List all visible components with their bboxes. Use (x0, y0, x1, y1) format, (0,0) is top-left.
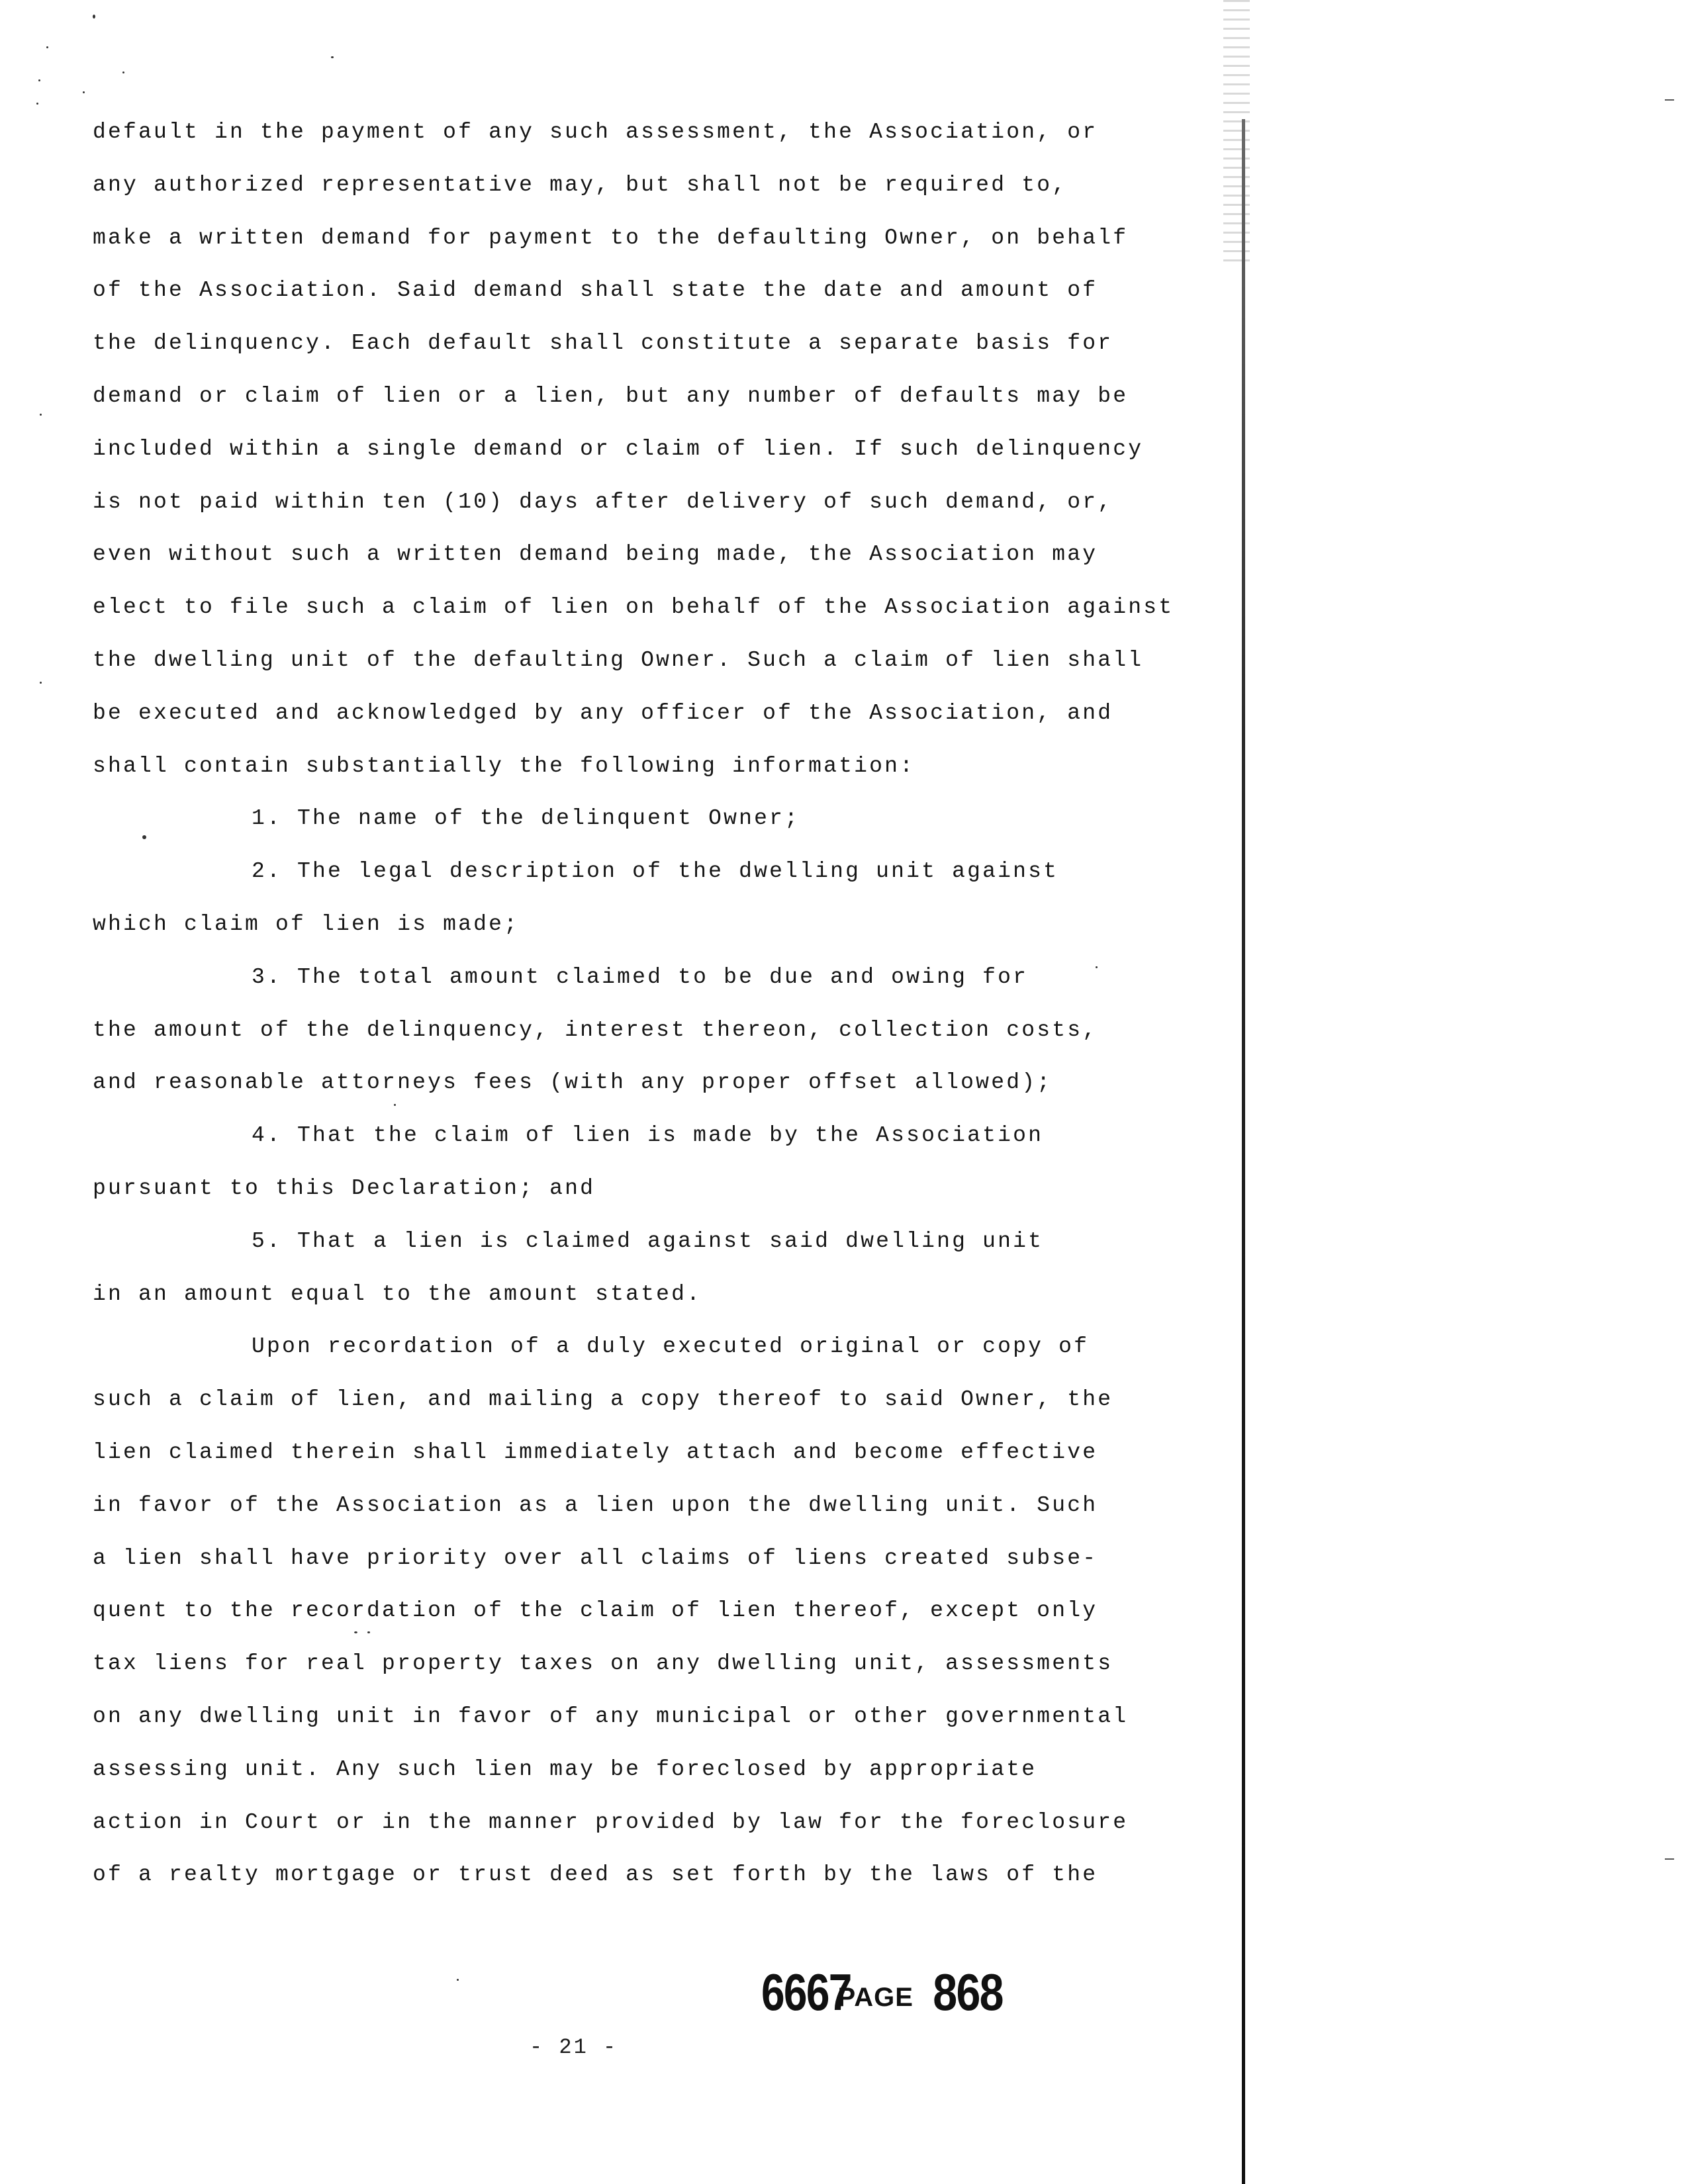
scan-speck (83, 91, 85, 93)
text-line: even without such a written demand being made, the Association may (93, 542, 1098, 567)
text-line: which claim of lien is made; (93, 911, 520, 936)
text-line: included within a single demand or claim of lien. If such delinquency (93, 436, 1144, 461)
book-number: 6667 (761, 1963, 851, 2021)
scan-speck (457, 1979, 459, 1981)
text-line: 5. That a lien is claimed against said dwelling unit (252, 1228, 1044, 1253)
scan-speck (46, 46, 48, 48)
scan-speck (36, 103, 38, 105)
text-line: 4. That the claim of lien is made by the Association (252, 1123, 1044, 1148)
text-line: demand or claim of lien or a lien, but any number of defaults may be (93, 383, 1129, 408)
text-line: elect to file such a claim of lien on behalf of the Association against (93, 595, 1174, 620)
book-page-number: 868 (933, 1963, 1003, 2021)
text-line: make a written demand for payment to the defaulting Owner, on behalf (93, 225, 1129, 250)
document-body (93, 106, 1205, 1901)
scan-binding-noise (1223, 0, 1250, 265)
scan-speck (122, 71, 124, 73)
text-line: the amount of the delinquency, interest thereon, collection costs, (93, 1017, 1098, 1042)
scan-speck (40, 414, 42, 416)
text-line: Upon recordation of a duly executed original or copy of (252, 1334, 1090, 1359)
text-line: the delinquency. Each default shall constitute a separate basis for (93, 331, 1113, 356)
text-line: action in Court or in the manner provided by law for the foreclosure (93, 1809, 1129, 1835)
page-number: - 21 - (530, 2035, 618, 2060)
text-line: of a realty mortgage or trust deed as set forth by the laws of the (93, 1862, 1098, 1888)
text-line: pursuant to this Declaration; and (93, 1175, 596, 1201)
text-line: and reasonable attorneys fees (with any proper offset allowed); (93, 1070, 1053, 1095)
text-line: assessing unit. Any such lien may be foreclosed by appropriate (93, 1756, 1037, 1782)
scan-speck (93, 15, 95, 19)
text-line: on any dwelling unit in favor of any municipal or other governmental (93, 1704, 1129, 1729)
text-line: of the Association. Said demand shall state the date and amount of (93, 278, 1098, 303)
text-line: in favor of the Association as a lien upon the dwelling unit. Such (93, 1492, 1098, 1518)
text-line: 2. The legal description of the dwelling unit against (252, 859, 1059, 884)
text-line: quent to the recordation of the claim of lien thereof, except only (93, 1598, 1098, 1623)
text-line: lien claimed therein shall immediately attach and become effective (93, 1439, 1098, 1465)
scan-edge-mark (1665, 99, 1674, 101)
text-line: in an amount equal to the amount stated. (93, 1281, 702, 1306)
recording-stamp (761, 1962, 1029, 2023)
scan-speck (331, 56, 334, 58)
scan-speck (38, 79, 40, 81)
text-line: tax liens for real property taxes on any dwelling unit, assessments (93, 1651, 1113, 1676)
text-line: 1. The name of the delinquent Owner; (252, 806, 800, 831)
text-line: default in the payment of any such assessment, the Association, or (93, 120, 1098, 144)
text-line: be executed and acknowledged by any officer of the Association, and (93, 700, 1113, 725)
text-line: shall contain substantially the following information: (93, 753, 915, 778)
text-line: a lien shall have priority over all claims of liens created subse- (93, 1545, 1098, 1570)
text-line: any authorized representative may, but shall not be required to, (93, 172, 1068, 197)
scan-edge-mark (1665, 1858, 1674, 1860)
text-line: is not paid within ten (10) days after delivery of such demand, or, (93, 489, 1113, 514)
text-line: the dwelling unit of the defaulting Owner. Such a claim of lien shall (93, 647, 1144, 672)
text-line: such a claim of lien, and mailing a copy thereof to said Owner, the (93, 1387, 1113, 1412)
scan-binding-edge (1242, 119, 1245, 2184)
text-line: 3. The total amount claimed to be due and owing for (252, 964, 1029, 989)
page-label: PAGE (837, 1983, 914, 2012)
scan-speck (40, 682, 42, 684)
